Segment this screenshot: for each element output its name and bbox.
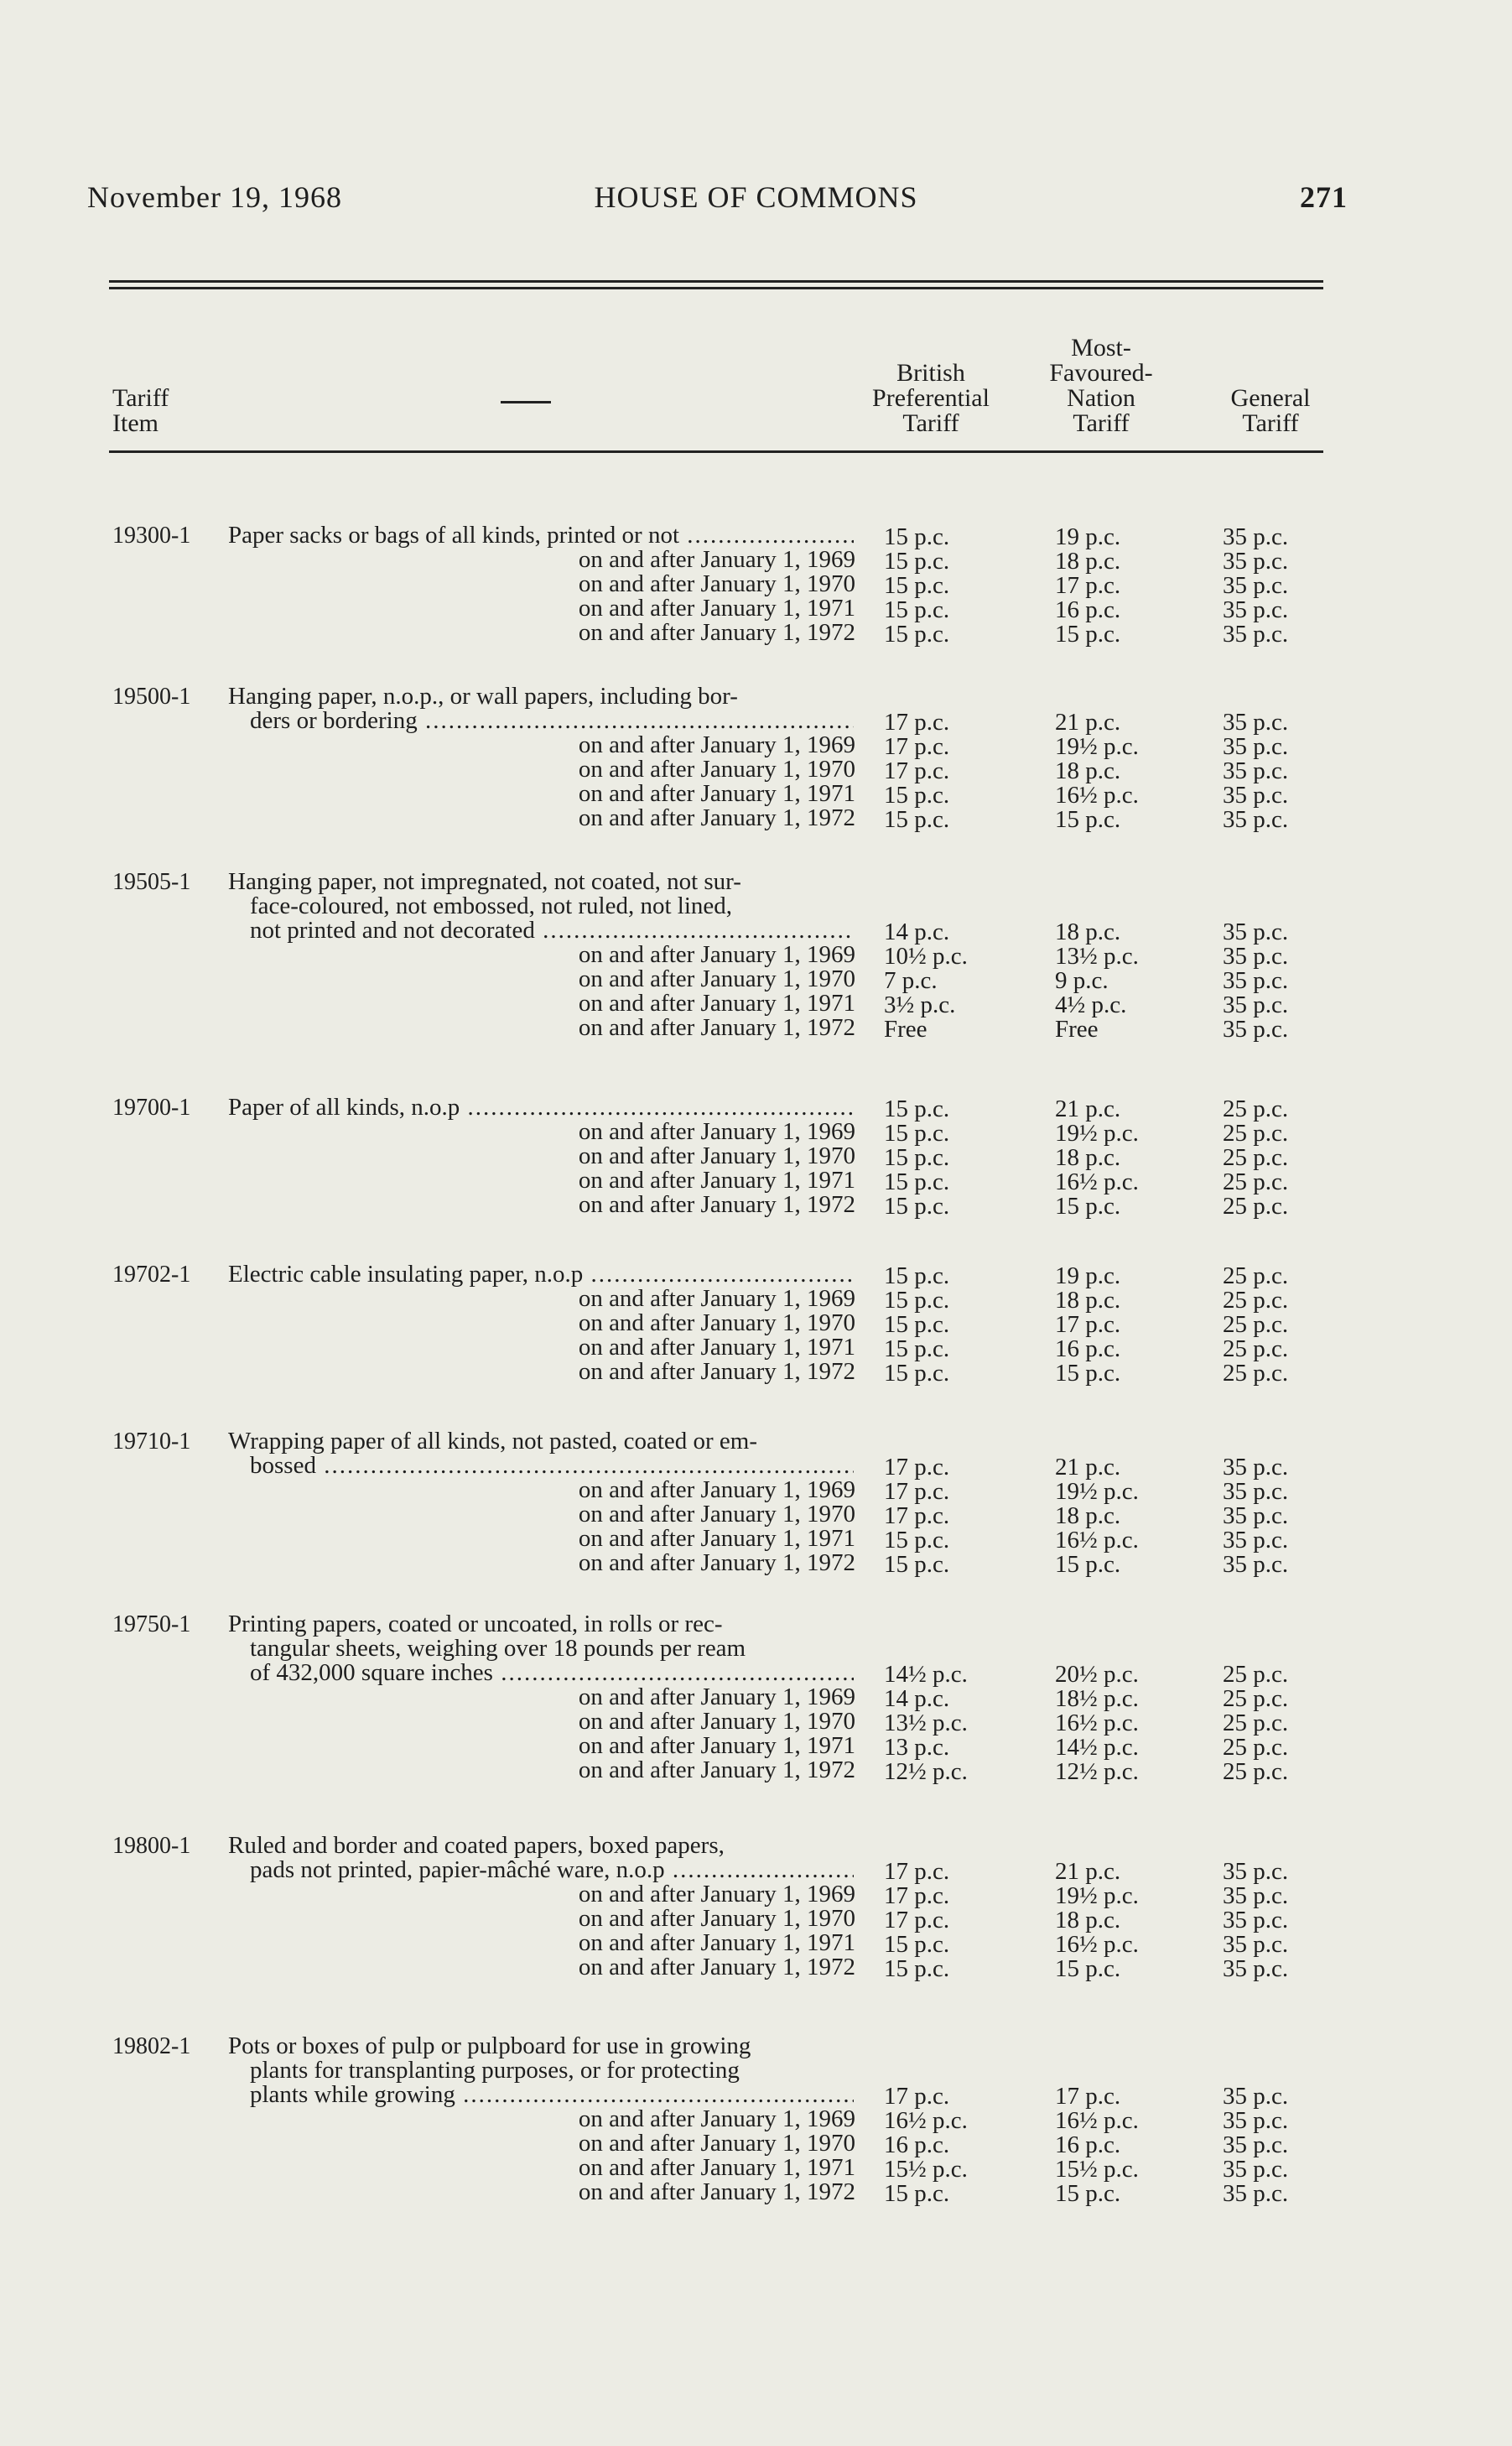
rate-most-favoured-nation: 16 p.c. — [1055, 2131, 1121, 2158]
rate-general: 35 p.c. — [1223, 2083, 1289, 2110]
dot-leader — [679, 523, 854, 548]
rate-most-favoured-nation: 16½ p.c. — [1055, 1527, 1139, 1553]
rate-most-favoured-nation: 21 p.c. — [1055, 1454, 1121, 1481]
dot-leader — [455, 2083, 854, 2107]
rate-most-favoured-nation: 16 p.c. — [1055, 1335, 1121, 1362]
rate-british-preferential: 15 p.c. — [884, 1955, 950, 1982]
rate-most-favoured-nation: 19½ p.c. — [1055, 1120, 1139, 1147]
rate-most-favoured-nation: 15½ p.c. — [1055, 2156, 1139, 2183]
rate-british-preferential: 15 p.c. — [884, 1168, 950, 1195]
effective-date-label: on and after January 1, 1970 — [578, 965, 855, 992]
rate-most-favoured-nation: 17 p.c. — [1055, 572, 1121, 599]
rate-most-favoured-nation: 14½ p.c. — [1055, 1734, 1139, 1761]
rate-british-preferential: 15 p.c. — [884, 1311, 950, 1338]
rate-most-favoured-nation: Free — [1055, 1016, 1099, 1043]
rate-most-favoured-nation: 19½ p.c. — [1055, 1882, 1139, 1909]
effective-date-label: on and after January 1, 1970 — [578, 1708, 855, 1735]
rate-most-favoured-nation: 16½ p.c. — [1055, 782, 1139, 809]
tariff-item-description — [228, 684, 854, 733]
rate-british-preferential: 17 p.c. — [884, 1907, 950, 1933]
tariff-item-number: 19802-1 — [112, 2033, 191, 2059]
rate-british-preferential: 17 p.c. — [884, 2083, 950, 2110]
description-line: pads not printed, papier-mâché ware, n.o.p — [250, 1858, 665, 1882]
rate-general: 35 p.c. — [1223, 2131, 1289, 2158]
rate-general: 35 p.c. — [1223, 991, 1289, 1018]
tariff-item-description — [228, 870, 854, 943]
description-line: plants for transplanting purposes, or for protecting — [250, 2057, 740, 2084]
tariff-item-number: 19750-1 — [112, 1611, 191, 1637]
tariff-item-description — [228, 1612, 854, 1685]
effective-date-label: on and after January 1, 1969 — [578, 1118, 855, 1145]
description-line: plants while growing — [250, 2083, 455, 2107]
rate-british-preferential: 15 p.c. — [884, 1551, 950, 1578]
rate-british-preferential: 17 p.c. — [884, 1882, 950, 1909]
effective-date-label: on and after January 1, 1971 — [578, 990, 855, 1017]
rate-most-favoured-nation: 18 p.c. — [1055, 1502, 1121, 1529]
description-line: not printed and not decorated — [250, 919, 535, 943]
rate-general: 35 p.c. — [1223, 1016, 1289, 1043]
dot-leader — [583, 1262, 854, 1287]
column-header-tariff-item: Tariff Item — [112, 384, 169, 437]
page-number: 271 — [1300, 180, 1348, 214]
rate-general: 35 p.c. — [1223, 1858, 1289, 1885]
effective-date-label: on and after January 1, 1969 — [578, 1285, 855, 1312]
rate-general: 35 p.c. — [1223, 943, 1289, 970]
rate-most-favoured-nation: 16½ p.c. — [1055, 1710, 1139, 1736]
effective-date-label: on and after January 1, 1970 — [578, 1142, 855, 1169]
description-line: ders or bordering — [250, 709, 418, 733]
rate-british-preferential: 17 p.c. — [884, 733, 950, 760]
rate-british-preferential: 16 p.c. — [884, 2131, 950, 2158]
rate-most-favoured-nation: 12½ p.c. — [1055, 1758, 1139, 1785]
rate-general: 25 p.c. — [1223, 1360, 1289, 1387]
rate-british-preferential: 15½ p.c. — [884, 2156, 968, 2183]
effective-date-label: on and after January 1, 1972 — [578, 1191, 855, 1218]
rate-general: 35 p.c. — [1223, 1907, 1289, 1933]
dot-leader — [460, 1095, 854, 1120]
tariff-item-number: 19710-1 — [112, 1429, 191, 1455]
rate-most-favoured-nation: 4½ p.c. — [1055, 991, 1127, 1018]
rate-most-favoured-nation: 15 p.c. — [1055, 1360, 1121, 1387]
description-line: Printing papers, coated or uncoated, in rolls or rec- — [228, 1611, 723, 1637]
rate-general: 25 p.c. — [1223, 1685, 1289, 1712]
dot-leader — [418, 709, 854, 733]
rate-most-favoured-nation: 15 p.c. — [1055, 621, 1121, 648]
rate-most-favoured-nation: 21 p.c. — [1055, 1858, 1121, 1885]
rate-british-preferential: 15 p.c. — [884, 572, 950, 599]
effective-date-label: on and after January 1, 1972 — [578, 2178, 855, 2205]
rate-british-preferential: 15 p.c. — [884, 523, 950, 550]
description-line: Hanging paper, not impregnated, not coated, not sur- — [228, 868, 741, 895]
rate-general: 25 p.c. — [1223, 1193, 1289, 1220]
rate-most-favoured-nation: 19 p.c. — [1055, 1262, 1121, 1289]
description-line: tangular sheets, weighing over 18 pounds per ream — [250, 1635, 746, 1662]
rate-british-preferential: 3½ p.c. — [884, 991, 956, 1018]
tariff-item-number: 19800-1 — [112, 1833, 191, 1859]
effective-date-label: on and after January 1, 1971 — [578, 1525, 855, 1552]
effective-date-label: on and after January 1, 1970 — [578, 2130, 855, 2157]
effective-date-label: on and after January 1, 1969 — [578, 731, 855, 758]
rate-general: 25 p.c. — [1223, 1311, 1289, 1338]
description-line: Electric cable insulating paper, n.o.p — [228, 1262, 584, 1287]
rate-general: 25 p.c. — [1223, 1287, 1289, 1314]
column-header-rule — [109, 450, 1323, 453]
rate-general: 25 p.c. — [1223, 1144, 1289, 1171]
rate-british-preferential: 13 p.c. — [884, 1734, 950, 1761]
rate-most-favoured-nation: 18 p.c. — [1055, 919, 1121, 945]
tariff-item-description — [228, 1095, 854, 1120]
page-date: November 19, 1968 — [87, 180, 342, 214]
rate-british-preferential: 17 p.c. — [884, 1502, 950, 1529]
rate-general: 25 p.c. — [1223, 1661, 1289, 1688]
effective-date-label: on and after January 1, 1971 — [578, 2154, 855, 2181]
effective-date-label: on and after January 1, 1972 — [578, 1756, 855, 1783]
rate-most-favoured-nation: 18 p.c. — [1055, 1907, 1121, 1933]
dot-leader — [316, 1454, 854, 1478]
rate-general: 35 p.c. — [1223, 2107, 1289, 2134]
rate-british-preferential: 15 p.c. — [884, 1360, 950, 1387]
rate-british-preferential: 10½ p.c. — [884, 943, 968, 970]
rate-general: 35 p.c. — [1223, 1454, 1289, 1481]
effective-date-label: on and after January 1, 1971 — [578, 1334, 855, 1361]
rate-general: 35 p.c. — [1223, 967, 1289, 994]
rate-general: 35 p.c. — [1223, 523, 1289, 550]
header-double-rule-bottom — [109, 287, 1323, 289]
rate-general: 25 p.c. — [1223, 1095, 1289, 1122]
effective-date-label: on and after January 1, 1972 — [578, 1954, 855, 1980]
description-line: Pots or boxes of pulp or pulpboard for use in growing — [228, 2032, 751, 2059]
rate-british-preferential: 17 p.c. — [884, 1478, 950, 1505]
rate-general: 35 p.c. — [1223, 1478, 1289, 1505]
description-line: Paper sacks or bags of all kinds, printed or not — [228, 523, 680, 548]
rate-general: 35 p.c. — [1223, 919, 1289, 945]
rate-general: 35 p.c. — [1223, 806, 1289, 833]
rate-general: 35 p.c. — [1223, 2156, 1289, 2183]
rate-british-preferential: 15 p.c. — [884, 1527, 950, 1553]
rate-general: 35 p.c. — [1223, 733, 1289, 760]
rate-most-favoured-nation: 21 p.c. — [1055, 709, 1121, 736]
page-title: HOUSE OF COMMONS — [594, 180, 918, 214]
effective-date-label: on and after January 1, 1972 — [578, 804, 855, 831]
rate-general: 25 p.c. — [1223, 1262, 1289, 1289]
effective-date-label: on and after January 1, 1970 — [578, 570, 855, 597]
tariff-item-description — [228, 1262, 854, 1287]
rate-british-preferential: 14 p.c. — [884, 1685, 950, 1712]
tariff-item-description — [228, 523, 854, 548]
effective-date-label: on and after January 1, 1970 — [578, 1501, 855, 1527]
rate-british-preferential: 17 p.c. — [884, 709, 950, 736]
rate-most-favoured-nation: 21 p.c. — [1055, 1095, 1121, 1122]
rate-british-preferential: 15 p.c. — [884, 806, 950, 833]
rate-most-favoured-nation: 18½ p.c. — [1055, 1685, 1139, 1712]
rate-british-preferential: 12½ p.c. — [884, 1758, 968, 1785]
rate-british-preferential: 15 p.c. — [884, 621, 950, 648]
rate-most-favoured-nation: 18 p.c. — [1055, 757, 1121, 784]
rate-british-preferential: 15 p.c. — [884, 1931, 950, 1958]
tariff-item-description — [228, 1834, 854, 1882]
rate-most-favoured-nation: 18 p.c. — [1055, 548, 1121, 575]
effective-date-label: on and after January 1, 1972 — [578, 619, 855, 646]
effective-date-label: on and after January 1, 1969 — [578, 1881, 855, 1907]
rate-british-preferential: 17 p.c. — [884, 1858, 950, 1885]
rate-most-favoured-nation: 19½ p.c. — [1055, 733, 1139, 760]
rate-most-favoured-nation: 13½ p.c. — [1055, 943, 1139, 970]
rate-british-preferential: 16½ p.c. — [884, 2107, 968, 2134]
rate-general: 35 p.c. — [1223, 709, 1289, 736]
description-line: bossed — [250, 1454, 316, 1478]
rate-general: 25 p.c. — [1223, 1120, 1289, 1147]
rate-most-favoured-nation: 17 p.c. — [1055, 2083, 1121, 2110]
rate-most-favoured-nation: 18 p.c. — [1055, 1287, 1121, 1314]
rate-most-favoured-nation: 19 p.c. — [1055, 523, 1121, 550]
rate-british-preferential: 7 p.c. — [884, 967, 938, 994]
tariff-item-number: 19500-1 — [112, 684, 191, 710]
rate-general: 35 p.c. — [1223, 782, 1289, 809]
rate-british-preferential: 15 p.c. — [884, 596, 950, 623]
rate-most-favoured-nation: 9 p.c. — [1055, 967, 1109, 994]
effective-date-label: on and after January 1, 1970 — [578, 1309, 855, 1336]
rate-general: 35 p.c. — [1223, 621, 1289, 648]
rate-most-favoured-nation: 17 p.c. — [1055, 1311, 1121, 1338]
dot-leader — [535, 919, 854, 943]
column-header-general-tariff: General Tariff — [1230, 384, 1311, 437]
rate-british-preferential: 17 p.c. — [884, 757, 950, 784]
effective-date-label: on and after January 1, 1971 — [578, 780, 855, 807]
rate-general: 25 p.c. — [1223, 1335, 1289, 1362]
rate-british-preferential: 15 p.c. — [884, 782, 950, 809]
column-header-british-preferential: British Preferential Tariff — [872, 359, 990, 437]
rate-general: 35 p.c. — [1223, 572, 1289, 599]
description-line: Hanging paper, n.o.p., or wall papers, including bor- — [228, 683, 738, 710]
rate-british-preferential: 15 p.c. — [884, 1144, 950, 1171]
effective-date-label: on and after January 1, 1970 — [578, 1905, 855, 1932]
rate-british-preferential: 14½ p.c. — [884, 1661, 968, 1688]
rate-general: 35 p.c. — [1223, 1931, 1289, 1958]
tariff-item-number: 19702-1 — [112, 1262, 191, 1288]
description-line: of 432,000 square inches — [250, 1661, 493, 1685]
rate-general: 35 p.c. — [1223, 1527, 1289, 1553]
effective-date-label: on and after January 1, 1972 — [578, 1358, 855, 1385]
effective-date-label: on and after January 1, 1969 — [578, 1476, 855, 1503]
description-line: Paper of all kinds, n.o.p — [228, 1095, 460, 1120]
rate-general: 35 p.c. — [1223, 1551, 1289, 1578]
rate-british-preferential: 15 p.c. — [884, 1095, 950, 1122]
rate-most-favoured-nation: 18 p.c. — [1055, 1144, 1121, 1171]
effective-date-label: on and after January 1, 1971 — [578, 1167, 855, 1194]
rate-general: 35 p.c. — [1223, 1882, 1289, 1909]
tariff-item-number: 19700-1 — [112, 1095, 191, 1121]
rate-british-preferential: 15 p.c. — [884, 1287, 950, 1314]
rate-most-favoured-nation: 15 p.c. — [1055, 2180, 1121, 2207]
rate-british-preferential: 15 p.c. — [884, 1262, 950, 1289]
effective-date-label: on and after January 1, 1971 — [578, 595, 855, 622]
rate-general: 35 p.c. — [1223, 1502, 1289, 1529]
effective-date-label: on and after January 1, 1970 — [578, 756, 855, 783]
rate-general: 25 p.c. — [1223, 1710, 1289, 1736]
description-line: face-coloured, not embossed, not ruled, not lined, — [250, 893, 733, 919]
rate-british-preferential: 14 p.c. — [884, 919, 950, 945]
effective-date-label: on and after January 1, 1969 — [578, 941, 855, 968]
header-double-rule-top — [109, 280, 1323, 283]
rate-british-preferential: 15 p.c. — [884, 1120, 950, 1147]
rate-general: 25 p.c. — [1223, 1734, 1289, 1761]
rate-most-favoured-nation: 20½ p.c. — [1055, 1661, 1139, 1688]
column-header-description-dash — [501, 401, 551, 403]
effective-date-label: on and after January 1, 1971 — [578, 1732, 855, 1759]
rate-most-favoured-nation: 15 p.c. — [1055, 1193, 1121, 1220]
rate-most-favoured-nation: 16½ p.c. — [1055, 2107, 1139, 2134]
rate-british-preferential: 17 p.c. — [884, 1454, 950, 1481]
tariff-item-number: 19300-1 — [112, 523, 191, 549]
rate-most-favoured-nation: 15 p.c. — [1055, 1551, 1121, 1578]
rate-general: 35 p.c. — [1223, 2180, 1289, 2207]
effective-date-label: on and after January 1, 1969 — [578, 1684, 855, 1710]
description-line: Ruled and border and coated papers, boxed papers, — [228, 1832, 725, 1859]
description-line: Wrapping paper of all kinds, not pasted, coated or em- — [228, 1428, 757, 1455]
rate-most-favoured-nation: 15 p.c. — [1055, 1955, 1121, 1982]
rate-general: 35 p.c. — [1223, 596, 1289, 623]
effective-date-label: on and after January 1, 1969 — [578, 546, 855, 573]
rate-general: 25 p.c. — [1223, 1168, 1289, 1195]
rate-british-preferential: 15 p.c. — [884, 548, 950, 575]
rate-british-preferential: 15 p.c. — [884, 2180, 950, 2207]
tariff-item-number: 19505-1 — [112, 869, 191, 895]
rate-general: 35 p.c. — [1223, 757, 1289, 784]
dot-leader — [665, 1858, 854, 1882]
rate-british-preferential: 15 p.c. — [884, 1335, 950, 1362]
rate-most-favoured-nation: 15 p.c. — [1055, 806, 1121, 833]
tariff-item-description — [228, 2034, 854, 2107]
rate-general: 35 p.c. — [1223, 1955, 1289, 1982]
dot-leader — [493, 1661, 854, 1685]
rate-british-preferential: Free — [884, 1016, 927, 1043]
rate-general: 35 p.c. — [1223, 548, 1289, 575]
rate-general: 25 p.c. — [1223, 1758, 1289, 1785]
rate-most-favoured-nation: 16 p.c. — [1055, 596, 1121, 623]
tariff-item-description — [228, 1429, 854, 1478]
rate-most-favoured-nation: 16½ p.c. — [1055, 1168, 1139, 1195]
effective-date-label: on and after January 1, 1971 — [578, 1929, 855, 1956]
rate-most-favoured-nation: 19½ p.c. — [1055, 1478, 1139, 1505]
rate-british-preferential: 13½ p.c. — [884, 1710, 968, 1736]
rate-most-favoured-nation: 16½ p.c. — [1055, 1931, 1139, 1958]
effective-date-label: on and after January 1, 1972 — [578, 1014, 855, 1041]
rate-british-preferential: 15 p.c. — [884, 1193, 950, 1220]
effective-date-label: on and after January 1, 1969 — [578, 2105, 855, 2132]
effective-date-label: on and after January 1, 1972 — [578, 1549, 855, 1576]
column-header-most-favoured-nation: Most- Favoured- Nation Tariff — [1049, 334, 1153, 437]
